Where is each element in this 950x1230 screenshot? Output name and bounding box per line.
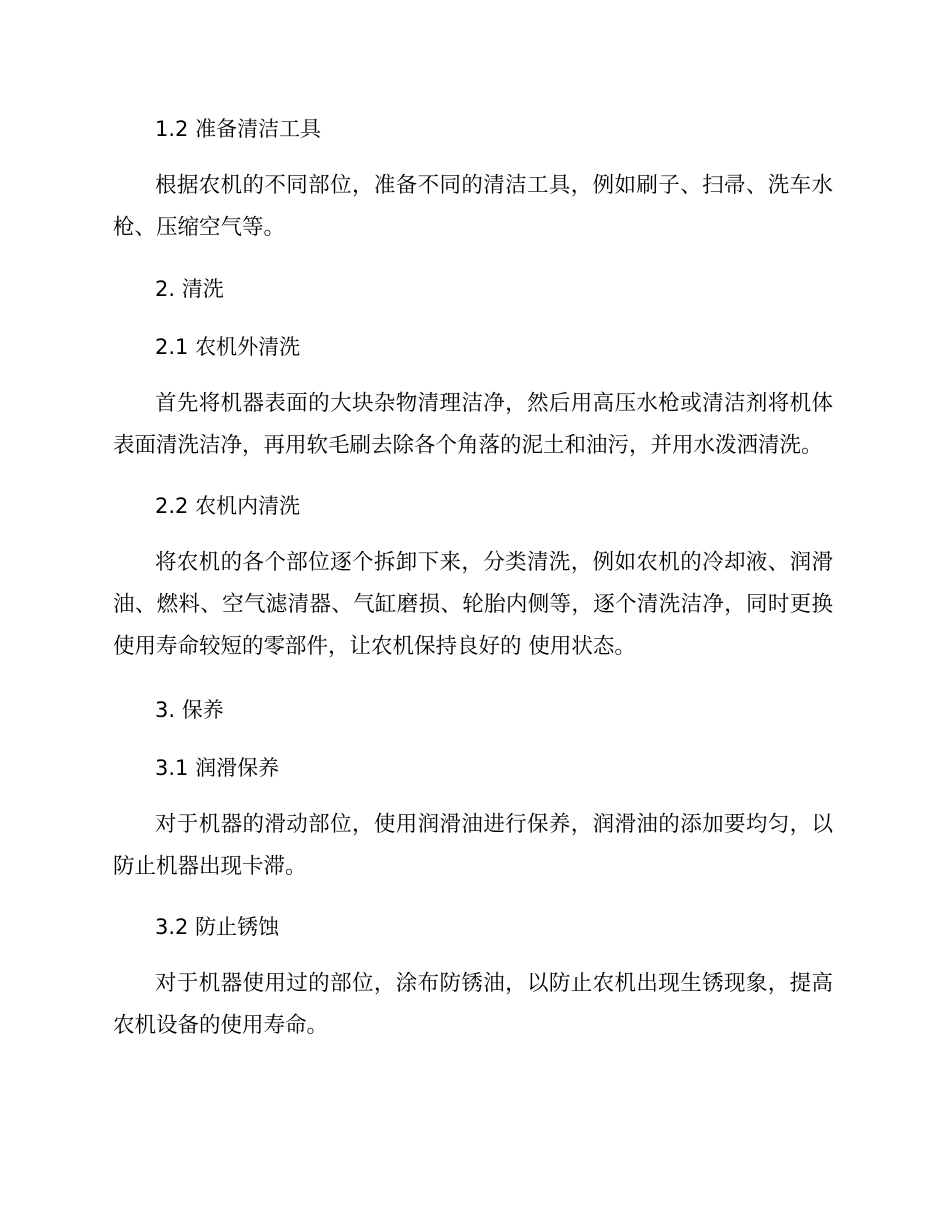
paragraph-2-2: 将农机的各个部位逐个拆卸下来，分类清洗，例如农机的冷却液、润滑油、燃料、空气滤清器、气缸磨损、轮胎内侧等，逐个清洗洁净，同时更换使用寿命较短的零部件，让农机保持良好的 使用状态。 <box>113 550 833 659</box>
section-heading-3-1: 3.1 润滑保养 <box>155 756 280 780</box>
section-heading-3-2: 3.2 防止锈蚀 <box>155 915 280 939</box>
paragraph-3-1: 对于机器的滑动部位，使用润滑油进行保养，润滑油的添加要均匀，以防止机器出现卡滞。 <box>113 812 833 879</box>
section-heading-2-2: 2.2 农机内清洗 <box>155 494 301 518</box>
paragraph-1-2: 根据农机的不同部位，准备不同的清洁工具，例如刷子、扫帚、洗车水枪、压缩空气等。 <box>113 173 833 240</box>
section-heading-2: 2. 清洗 <box>155 277 224 301</box>
section-heading-1-2: 1.2 准备清洁工具 <box>155 117 322 141</box>
section-heading-3: 3. 保养 <box>155 698 224 722</box>
section-heading-2-1: 2.1 农机外清洗 <box>155 335 301 359</box>
paragraph-2-1: 首先将机器表面的大块杂物清理洁净，然后用高压水枪或清洁剂将机体表面清洗洁净，再用软毛刷去除各个角落的泥土和油污，并用水泼洒清洗。 <box>113 391 833 458</box>
paragraph-3-2: 对于机器使用过的部位，涂布防锈油，以防止农机出现生锈现象，提高农机设备的使用寿命。 <box>113 971 833 1038</box>
